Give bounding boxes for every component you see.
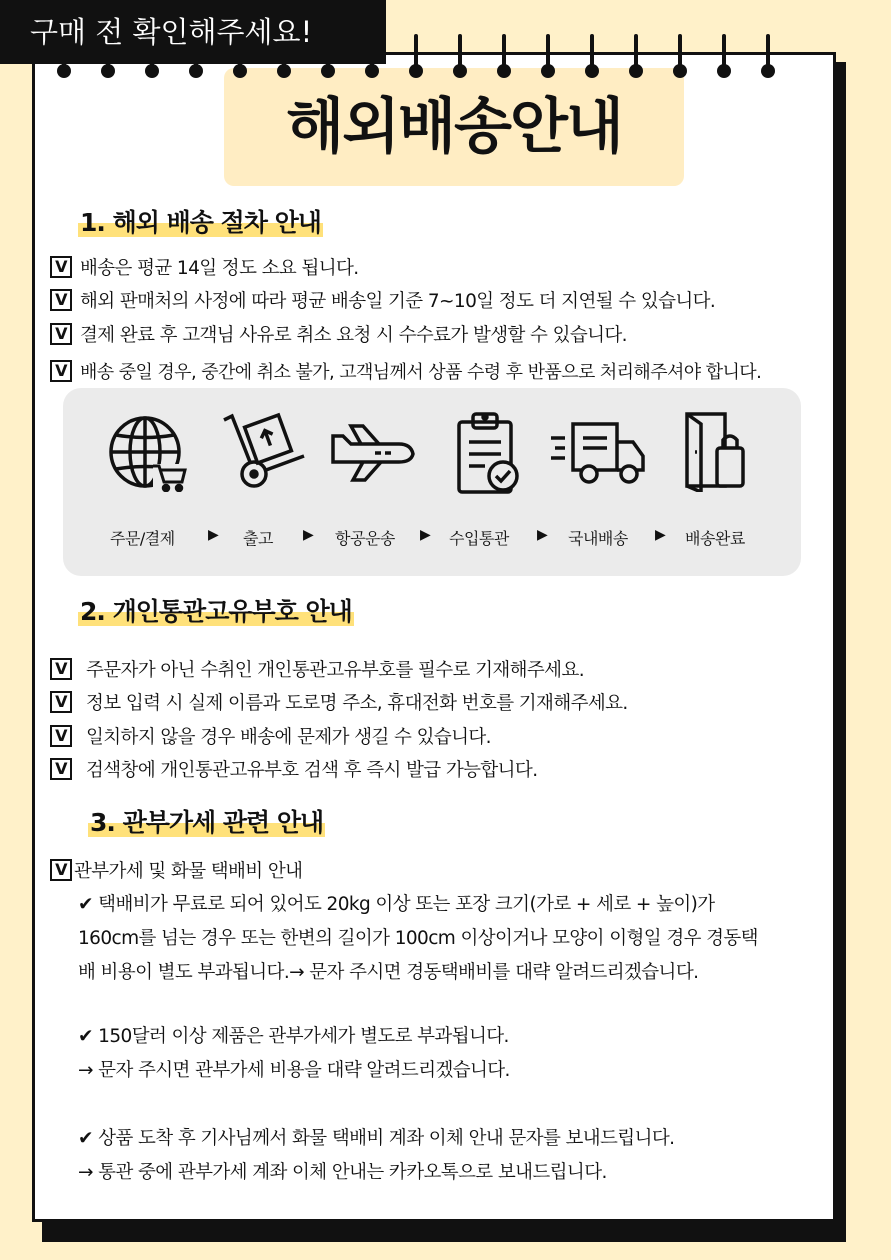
airplane-icon <box>321 408 421 492</box>
ring <box>758 34 778 80</box>
note-line: 160cm를 넘는 경우 또는 한변의 길이가 100cm 이상이거나 모양이 이형일 경우 경동택 <box>78 928 758 949</box>
customs-note-paragraph <box>78 1020 510 1088</box>
ring <box>670 34 690 80</box>
list-item: V 관부가세 및 화물 택배비 안내 <box>50 857 302 883</box>
ring <box>494 34 514 80</box>
list-item: V 일치하지 않을 경우 배송에 문제가 생길 수 있습니다. <box>50 723 491 749</box>
step-label: 출고 <box>243 529 273 548</box>
globe-cart-icon <box>97 408 197 492</box>
checkbox-icon: V <box>50 725 72 747</box>
check-before-purchase-tag: 구매 전 확인해주세요! <box>0 0 386 64</box>
section1-heading: 1. 해외 배송 절차 안내 <box>80 208 321 237</box>
step-arrow-icon: ▶ <box>420 527 431 543</box>
door-bag-icon <box>663 408 763 492</box>
checkbox-icon: V <box>50 360 72 382</box>
note-line: → 통관 중에 관부가세 계좌 이체 안내는 카카오톡으로 보내드립니다. <box>78 1162 607 1183</box>
step-label: 주문/결제 <box>110 529 175 548</box>
checkbox-icon: V <box>50 658 72 680</box>
step-arrow-icon: ▶ <box>303 527 314 543</box>
ring <box>450 34 470 80</box>
step-label: 배송완료 <box>685 529 745 548</box>
step-label: 국내배송 <box>568 529 628 548</box>
note-line: ✔ 150달러 이상 제품은 관부가세가 별도로 부과됩니다. <box>78 1026 509 1047</box>
checkbox-icon: V <box>50 256 72 278</box>
checkbox-icon: V <box>50 691 72 713</box>
section3-heading: 3. 관부가세 관련 안내 <box>90 808 324 837</box>
ring <box>714 34 734 80</box>
step-label: 수입통관 <box>449 529 509 548</box>
checkbox-icon: V <box>50 758 72 780</box>
checkbox-icon: V <box>50 323 72 345</box>
note-line: ✔ 택배비가 무료로 되어 있어도 20kg 이상 또는 포장 크기(가로 + 세로 + 높이)가 <box>78 894 715 915</box>
list-item: V 해외 판매처의 사정에 따라 평균 배송일 기준 7~10일 정도 더 지연될 수 있습니다. <box>50 287 715 313</box>
list-item: V 결제 완료 후 고객님 사유로 취소 요청 시 수수료가 발생할 수 있습니다. <box>50 321 627 347</box>
clipboard-check-icon <box>435 408 535 496</box>
ring <box>538 34 558 80</box>
step-label: 항공운송 <box>335 529 395 548</box>
note-line: → 문자 주시면 관부가세 비용을 대략 알려드리겠습니다. <box>78 1060 510 1081</box>
delivery-process-panel <box>63 388 801 576</box>
checkbox-icon: V <box>50 289 72 311</box>
ring <box>582 34 602 80</box>
list-item: V 배송은 평균 14일 정도 소요 됩니다. <box>50 254 359 280</box>
ring <box>406 34 426 80</box>
list-item: V 주문자가 아닌 수취인 개인통관고유부호를 필수로 기재해주세요. <box>50 656 584 682</box>
section2-heading: 2. 개인통관고유부호 안내 <box>80 597 352 626</box>
step-arrow-icon: ▶ <box>537 527 548 543</box>
note-line: ✔ 상품 도착 후 기사님께서 화물 택배비 계좌 이체 안내 문자를 보내드립니다. <box>78 1128 675 1149</box>
fee-note-paragraph <box>78 888 758 990</box>
step-arrow-icon: ▶ <box>208 527 219 543</box>
note-line: 배 비용이 별도 부과됩니다.→ 문자 주시면 경동택배비를 대략 알려드리겠습니다. <box>78 962 699 983</box>
step-arrow-icon: ▶ <box>655 527 666 543</box>
checkbox-icon: V <box>50 859 72 881</box>
transfer-note-paragraph <box>78 1122 674 1190</box>
list-item: V 정보 입력 시 실제 이름과 도로명 주소, 휴대전화 번호를 기재해주세요. <box>50 689 628 715</box>
hand-truck-icon <box>213 408 313 492</box>
delivery-truck-icon <box>549 408 649 492</box>
ring <box>626 34 646 80</box>
list-item: V 검색창에 개인통관고유부호 검색 후 즉시 발급 가능합니다. <box>50 756 537 782</box>
list-item: V 배송 중일 경우, 중간에 취소 불가, 고객님께서 상품 수령 후 반품으로 처리해주셔야 합니다. <box>50 358 761 384</box>
page-title: 해외배송안내 <box>224 68 684 186</box>
